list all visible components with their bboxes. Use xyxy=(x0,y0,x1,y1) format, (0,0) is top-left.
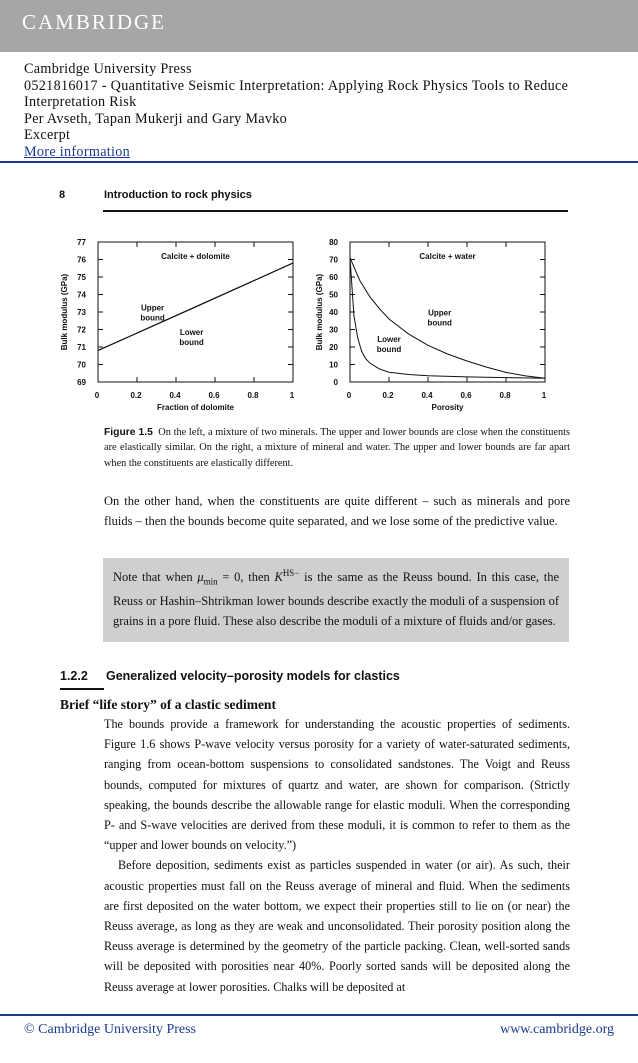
chart-2-x-tick-label: 0.2 xyxy=(382,391,394,400)
body-paragraph: On the other hand, when the constituents are quite different – such as minerals and pore fluids – then the bounds become quite separated, and we lose some of the predictive value. xyxy=(104,494,570,528)
book-title-line-2: Interpretation Risk xyxy=(24,94,137,111)
excerpt-label: Excerpt xyxy=(24,127,71,144)
publisher-banner xyxy=(0,0,638,52)
chart-2-y-tick-label: 20 xyxy=(329,343,338,352)
chart-2-x-tick-label: 1 xyxy=(541,391,547,400)
footer-divider xyxy=(0,1014,638,1016)
chart-1-y-tick-label: 77 xyxy=(77,238,86,247)
chart-2-x-tick-label: 0.8 xyxy=(499,391,511,400)
chart-1-y-tick-label: 70 xyxy=(77,360,86,370)
publisher-website-link[interactable]: www.cambridge.org xyxy=(500,1022,614,1037)
figure-label: Figure 1.5 xyxy=(104,427,153,438)
chart-1-y-tick-label: 76 xyxy=(77,255,86,265)
chart-2-lower-bound-label: bound xyxy=(376,344,402,354)
chart-1-lower-bound-label: Lower xyxy=(179,327,204,337)
chart-2-y-tick-label: 10 xyxy=(329,360,338,370)
chart-1-upper-bound-label: bound xyxy=(140,313,165,323)
section-title: Generalized velocity–porosity models for clastics xyxy=(106,669,400,683)
book-title-line-1: 0521816017 - Quantitative Seismic Interpretation: Applying Rock Physics Tools to Reduce xyxy=(24,77,569,94)
figure-caption xyxy=(104,425,570,471)
book-metadata xyxy=(24,61,624,161)
copyright-link[interactable]: © Cambridge University Press xyxy=(24,1022,197,1037)
subsection-heading: Brief “life story” of a clastic sediment xyxy=(60,697,276,712)
chart-2-upper-bound-label: Upper xyxy=(428,308,452,318)
chart-2-y-tick-label: 80 xyxy=(329,238,338,247)
chart-1-x-axis-label: Fraction of dolomite xyxy=(157,403,234,412)
chart-1-plot-frame xyxy=(98,242,293,382)
chart-2-chart-title: Calcite + water xyxy=(419,252,476,261)
chart-1-chart-title: Calcite + dolomite xyxy=(161,252,230,261)
note-box xyxy=(103,558,569,642)
more-information-link[interactable]: More information xyxy=(24,143,131,160)
publisher-name: Cambridge University Press xyxy=(24,61,192,77)
chart-2-y-tick-label: 60 xyxy=(329,273,338,282)
chart-2-lower-bound-label: Lower xyxy=(377,334,401,344)
header-divider xyxy=(0,161,638,163)
chart-1-x-tick-label: 0.6 xyxy=(208,391,220,400)
section-heading xyxy=(60,669,400,683)
section-number: 1.2.2 xyxy=(60,669,88,683)
note-text: Note that when $\mu_{min} = 0$, then $K^{HS-}$ is the same as the Reuss bound. In this case, the Reuss or Hashin–Shtrikman lower bounds describe exactly the moduli of a suspension of grains in a pore fluid. These also describe the moduli of a mixture of fluids and/or gases. xyxy=(113,568,560,628)
section-paragraph-2: Before deposition, sediments exist as particles suspended in water (or air). As such, their acoustic properties must fall on the Reuss average of mineral and fluid. When the sediments are first deposited on the water bottom, we expect their properties still to lie on (or near) the Reuss average, as long as they are weak and unconsolidated. Their porosity position along the Reuss average is determined by the geometry of the particle packing. Clean, well-sorted sands will be deposited with porosities near 40%. Poorly sorted sands will be deposited along the Reuss average at lower porosities. Chalks will be deposited at xyxy=(104,858,570,994)
chart-2-y-tick-label: 30 xyxy=(329,325,338,335)
chart-2-y-tick-label: 50 xyxy=(329,290,338,300)
book-authors: Per Avseth, Tapan Mukerji and Gary Mavko xyxy=(24,110,288,127)
chart-1-x-tick-label: 0.8 xyxy=(247,391,259,400)
page-number: 8 xyxy=(59,189,66,201)
chart-1-y-axis-label: Bulk modulus (GPa) xyxy=(60,273,69,351)
chart-2-y-tick-label: 40 xyxy=(329,308,338,317)
chart-1-y-tick-label: 73 xyxy=(77,308,86,317)
section-paragraph-1: The bounds provide a framework for understanding the acoustic properties of sediments. Figure 1.6 shows P-wave velocity versus porosity for a variety of water-saturated sediments, ranging from ocean-bottom suspensions to consolidated sandstones. The Voigt and Reuss bounds, computed for mixtures of quartz and water, are shown for comparison. (Strictly speaking, the bounds describe the allowable range for elastic moduli. When the corresponding P- and S-wave velocities are derived from these moduli, it is common to refer to them as the “upper and lower bounds on velocity.”) xyxy=(104,717,570,853)
chart-2-y-tick-label: 70 xyxy=(329,255,338,265)
chart-1-upper-bound-label: Upper xyxy=(141,303,165,313)
chart-1-y-tick-label: 71 xyxy=(77,343,86,352)
chart-2-upper-bound-label: bound xyxy=(427,318,452,328)
chart-2-y-tick-label: 0 xyxy=(333,378,338,387)
chart-1-x-tick-label: 0.2 xyxy=(130,391,142,400)
figure-1-5 xyxy=(0,225,638,425)
chart-1-x-tick-label: 1 xyxy=(289,391,295,400)
chart-1-x-tick-label: 0.4 xyxy=(169,391,181,400)
running-head: Introduction to rock physics xyxy=(104,189,252,201)
chart-1-y-tick-label: 72 xyxy=(77,325,86,335)
chart-2-x-tick-label: 0.4 xyxy=(421,391,433,400)
chart-2-y-axis-label: Bulk modulus (GPa) xyxy=(315,273,324,351)
running-head-rule xyxy=(103,210,568,212)
chart-1-y-tick-label: 69 xyxy=(77,378,86,387)
chart-1-x-tick-label: 0 xyxy=(94,391,100,400)
chart-2-x-axis-label: Porosity xyxy=(431,403,464,412)
figure-caption-text: On the left, a mixture of two minerals. The upper and lower bounds are close when the constituents are elastically similar. On the right, a mixture of mineral and water. The upper and lower bounds are far apart when the constituents are elastically different. xyxy=(104,427,571,469)
chart-1-y-tick-label: 74 xyxy=(77,290,86,300)
chart-2-x-tick-label: 0 xyxy=(346,391,352,400)
cambridge-logo: CAMBRIDGE xyxy=(22,10,167,34)
section-body xyxy=(104,714,570,997)
section-rule xyxy=(60,688,104,690)
chart-1-y-tick-label: 75 xyxy=(77,273,86,282)
chart-1-lower-bound-label: bound xyxy=(179,337,204,347)
chart-2-x-tick-label: 0.6 xyxy=(460,391,472,400)
